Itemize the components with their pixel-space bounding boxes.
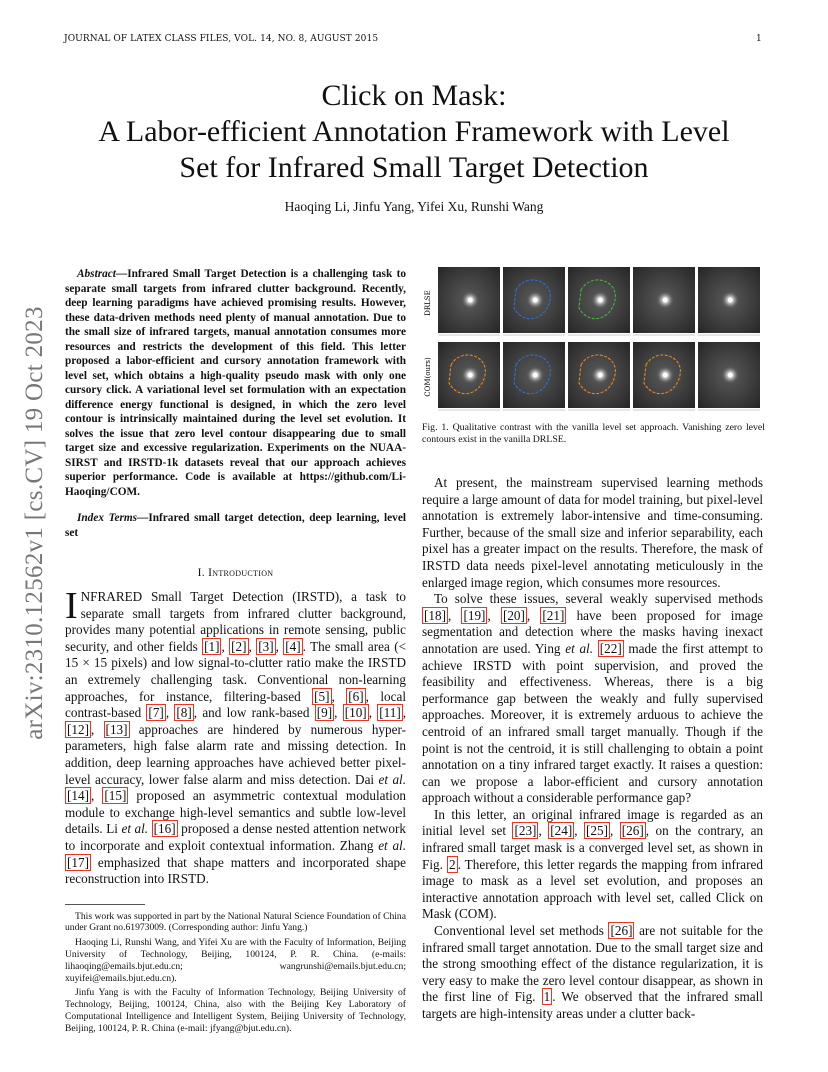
target-spot (468, 298, 473, 303)
target-spot (533, 298, 538, 303)
citation-link[interactable]: [19] (463, 607, 486, 623)
citation-link[interactable]: [1] (204, 638, 220, 654)
title-line-3: Set for Infrared Small Target Detection (179, 151, 649, 184)
footnote-divider (65, 904, 145, 905)
citation-link[interactable]: [20] (502, 607, 525, 623)
figure-link[interactable]: 1 (543, 989, 551, 1005)
paragraph-weak-supervision: To solve these issues, several weakly supervised methods [18] , [19] , [20] , [21] have been proposed for image segmentation and detection where the masks having inexact annotation are used. Ying et al. [22] made the first attempt to achieve IRSTD with point supervision, and proved the feasibility and effectiveness. Whereas, there is a big performance gap between the weakly and fully supervised approaches. Moreover, it is extremely arduous to achieve the centroid of an infrared small target manually. Though if the point is not the centroid, it is still challenging to obtain a point annotation on a tiny infrared target exactly. It raises a question: can we propose a labor-efficient and cursory annotation approach without a considerable performance gap? (422, 591, 764, 806)
citation-link[interactable]: [4] (285, 638, 301, 654)
citation-link[interactable]: [24] (550, 823, 573, 839)
target-spot (663, 373, 668, 378)
author-list: Haoqing Li, Jinfu Yang, Yifei Xu, Runshi Wang (284, 199, 544, 214)
figure-link[interactable]: 2 (448, 856, 456, 872)
row-label-drlse: DRLSE (424, 290, 432, 316)
citation-link[interactable]: [2] (231, 638, 247, 654)
target-spot (598, 373, 603, 378)
drop-cap: I (65, 585, 78, 627)
citation-link[interactable]: [11] (379, 705, 401, 721)
citation-link[interactable]: [12] (67, 721, 89, 737)
citation-link[interactable]: [23] (514, 823, 537, 839)
target-spot (728, 298, 733, 303)
footnote-affiliation-2: Jinfu Yang is with the Faculty of Information Technology, Beijing University of Technology, Beijing, 100124, China, also with the Beijing Key Laboratory of Computational Intelligence and Intelligent System, Beijing University of Technology, Beijing, 100124, P. R. China (e-mail: jfyang@bjut.edu.cn). (65, 987, 406, 1034)
citation-link[interactable]: [26] (610, 923, 633, 939)
arxiv-stamp-text: arXiv:2310.12562v1 [cs.CV] 19 Oct 2023 (21, 306, 48, 740)
left-column (65, 267, 406, 1038)
paragraph-level-set: In this letter, an original infrared image is regarded as an initial level set [23] , [24] , [25] , [26] , on the contrary, an infrared small target mask is a converged level set, as shown in Fig. 2 . Therefore, this letter regards the mapping from infrared image to mask as a level set evolution, and proposes an interactive annotation approach with level set, called Click on Mask (COM). (422, 806, 764, 922)
citation-link[interactable]: [22] (599, 640, 622, 656)
paragraph-motivation: At present, the mainstream supervised learning methods require a large amount of data for model training, but pixel-level annotation is extremely labor-intensive and time-consuming. Further, because of the small size and inferior separability, each pixel has a greater impact on the results. Therefore, the mask of IRSTD data needs pixel-level annotating meticulously in the enlarged image region, which consumes more resources. (422, 475, 763, 590)
target-spot (598, 298, 603, 303)
running-header: JOURNAL OF LATEX CLASS FILES, VOL. 14, NO. 8, AUGUST 2015 (64, 34, 379, 44)
abstract-text: —Infrared Small Target Detection is a challenging task to separate small targets from infrared clutter background. Recently, deep learning paradigms have achieved promising results. However, these data-driven methods need plenty of manual annotation. Due to the small size of infrared targets, manual annotation consumes more resources and restricts the development of this field. This letter proposed a labor-efficient and cursory annotation framework with level set, which obtains a high-quality pseudo mask with only one cursory click. A variational level set formulation with an expectation difference energy functional is designed, in which the zero level contour is intrinsically maintained during the level set evolution. It solves the issue that zero level contour disappearing due to small target size and excessive regularization. Experiments on the NUAA-SIRST and IRSTD-1k datasets reveal that our approach achieves superior performance. Code is available at https://github.com/Li-Haoqing/COM. (65, 268, 406, 498)
abstract-label: Abstract (77, 268, 116, 280)
citation-link[interactable]: [26] (621, 823, 644, 839)
right-column (422, 475, 763, 1023)
citation-link[interactable]: [21] (542, 607, 565, 623)
row-label-com: COM(ours) (424, 357, 432, 397)
arxiv-stamp (20, 288, 50, 758)
citation-link[interactable]: [3] (258, 638, 274, 654)
citation-link[interactable]: [18] (424, 607, 446, 623)
citation-link[interactable]: [10] (344, 705, 367, 721)
paper-title (40, 78, 788, 186)
paragraph-conventional: Conventional level set methods [26] are not suitable for the infrared small target annotation. Due to the small target size and the strong smoothing effect of the distance regularization, it is very easy to make the zero level contour disappear, as shown in the first line of Fig. 1 . We observed that the infrared small targets are high-intensity areas under a clutter back- (422, 923, 763, 1021)
intro-paragraph: INFRARED Small Target Detection (IRSTD), a task to separate small targets from infrared clutter background, provides many potential applications in remote sensing, public security, and other fields [1] , [2] , [3] , [4] . The small area (< 15 × 15 pixels) and low signal-to-clutter ratio make the IRSTD an extremely challenging task. Conventional non-learning approaches, for instance, filtering-based [5] , [6] , local contrast-based [7] , [8] , and low rank-based [9] , [10] , [11] , [12] , [13] approaches are hindered by numerous hyper-parameters, high false alarm rate and missing detection. In addition, deep learning approaches have achieved better pixel-level accuracy, lower false alarm and miss detection. Dai et al. [14] , [15] proposed an asymmetric contextual modulation module to exchange high-level semantics and subtle low-level details. Li et al. [16] proposed a dense nested attention network to incorporate and exploit contextual information. Zhang et al. [17] emphasized that shape matters and incorporated shape reconstruction into IRSTD. (65, 585, 407, 887)
target-spot (468, 373, 473, 378)
section-heading-introduction: I. Introduction (197, 567, 274, 579)
figure-1 (422, 265, 765, 413)
page-number: 1 (756, 34, 762, 44)
citation-link[interactable]: [9] (316, 705, 333, 721)
footnote-funding: This work was supported in part by the National Natural Science Foundation of China under Grant no.61973009. (Corresponding author: Jinfu Yang.) (65, 910, 406, 934)
index-terms (65, 511, 406, 540)
citation-link[interactable]: [17] (67, 854, 89, 870)
title-line-1: Click on Mask: (321, 79, 507, 112)
target-spot (728, 373, 733, 378)
footnote-affiliation-1: Haoqing Li, Runshi Wang, and Yifei Xu are with the Faculty of Information, Beijing University of Technology, Beijing, 100124, P. R. China. (e-mails: lihaoqing@emails.bjut.edu.cn; wangrunshi@emails.bjut.edu.cn; xuyifei@emails.bjut.edu.cn). (65, 937, 406, 984)
title-line-2: A Labor-efficient Annotation Framework with Level (98, 115, 730, 148)
abstract (65, 267, 406, 499)
target-spot (663, 298, 668, 303)
citation-link[interactable]: [7] (148, 705, 164, 721)
citation-link[interactable]: [25] (586, 823, 608, 839)
citation-link[interactable]: [15] (104, 788, 127, 804)
index-terms-label: Index Terms (77, 512, 138, 524)
figure-1-caption: Fig. 1. Qualitative contrast with the vanilla level set approach. Vanishing zero level contours exist in the vanilla DRLSE. (422, 422, 765, 445)
citation-link[interactable]: [8] (176, 705, 192, 721)
citation-link[interactable]: [13] (105, 721, 128, 737)
citation-link[interactable]: [16] (153, 821, 176, 837)
citation-link[interactable]: [14] (67, 788, 89, 804)
citation-link[interactable]: [6] (348, 688, 364, 704)
citation-link[interactable]: [5] (314, 688, 330, 704)
index-terms-text: —Infrared small target detection, deep learning, level set (65, 512, 406, 539)
figure-1-image (422, 265, 765, 413)
target-spot (533, 373, 538, 378)
